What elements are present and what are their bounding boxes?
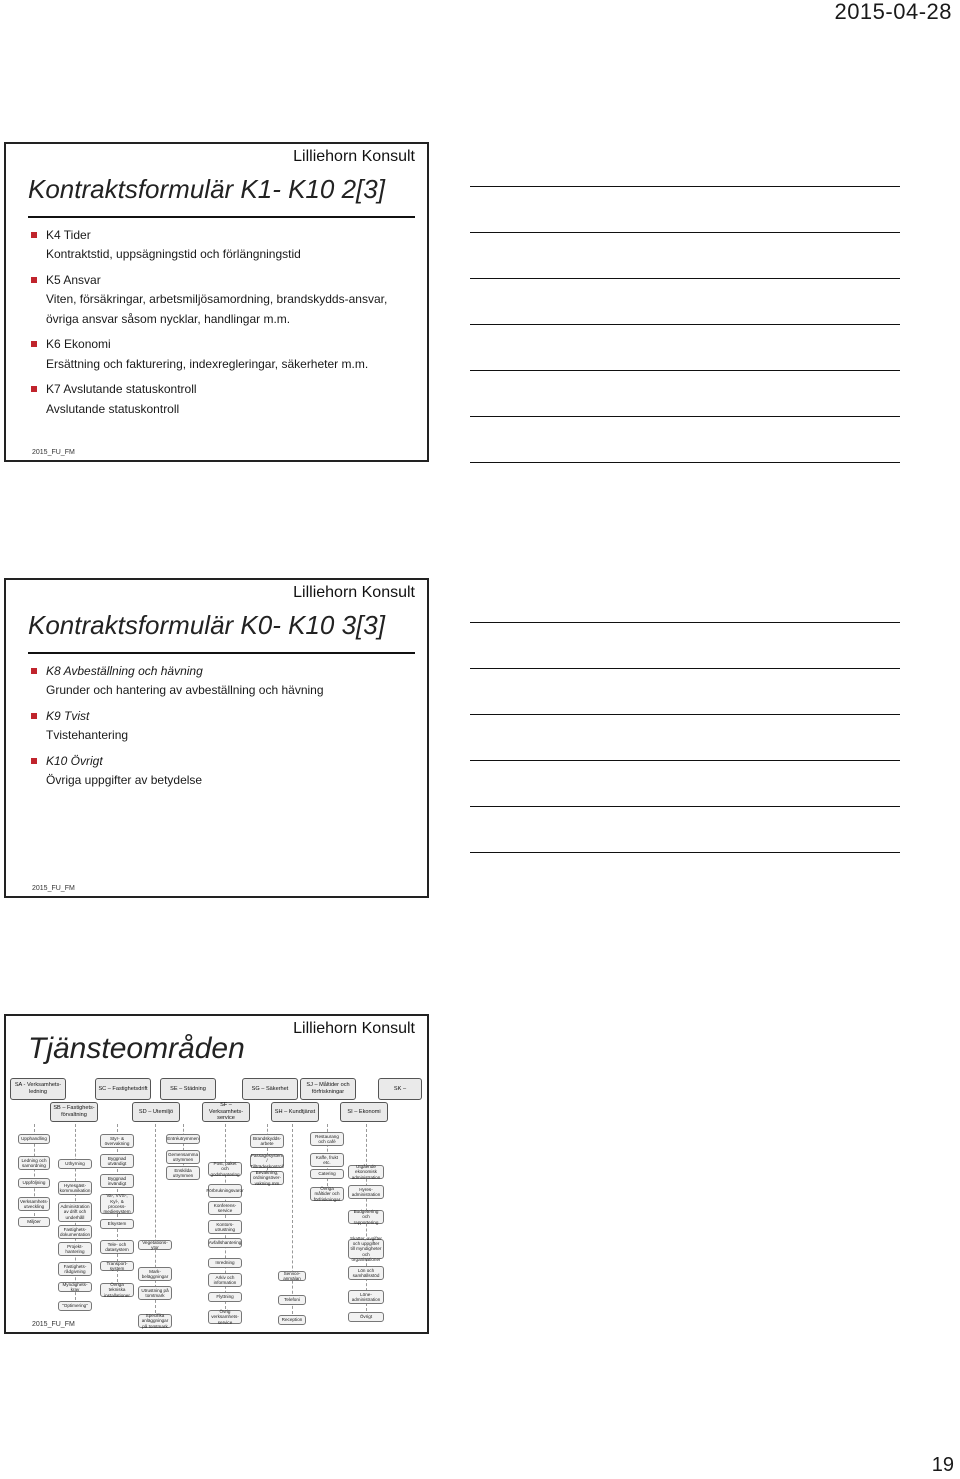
- service-subheader: SH – Kundtjänst: [271, 1102, 319, 1122]
- service-item: Fastighets-rådgivning: [58, 1262, 92, 1276]
- note-line: [470, 852, 900, 853]
- title-underline: [28, 652, 415, 654]
- service-subheader: SB – Fastighets-förvaltning: [50, 1102, 98, 1122]
- service-header: SG – Säkerhet: [242, 1078, 298, 1100]
- service-header: SC – Fastighetsdrift: [95, 1078, 151, 1100]
- slide-title: Tjänsteområden: [28, 1032, 245, 1065]
- service-item: Löne-administration: [348, 1290, 384, 1304]
- slide-brand: Lilliehorn Konsult: [293, 584, 415, 601]
- slide-title: Kontraktsformulär K1- K10 2[3]: [28, 174, 385, 204]
- service-subheader: SI – Ekonomi: [340, 1102, 388, 1122]
- service-item: Utrustning på tomtmark: [138, 1286, 172, 1300]
- slide-footer: 2015_FU_FM: [32, 885, 75, 892]
- slide-brand: Lilliehorn Konsult: [293, 148, 415, 165]
- service-header: SJ – Måltider och förfriskningar: [300, 1078, 356, 1100]
- service-item: Bevakning, ordningsöver-vakning mm: [250, 1171, 284, 1185]
- service-item: Avfallshantering: [208, 1238, 242, 1248]
- service-item: Myndighets-krav: [58, 1282, 92, 1292]
- service-item: Förbrukningsvaror: [208, 1184, 242, 1198]
- note-line: [470, 416, 900, 417]
- service-area-diagram: [6, 1016, 427, 1332]
- service-item: Gemensamma utrymmen: [167, 1151, 199, 1162]
- service-header: SE – Städning: [160, 1078, 216, 1100]
- service-item: Lön och samhällsstöd: [348, 1266, 384, 1280]
- bullet-list: [28, 226, 417, 425]
- service-item: Hyresgäst-kommunikation: [59, 1182, 91, 1193]
- service-item: Verksamhets-utveckling: [19, 1198, 49, 1209]
- service-item: Passagesystem / Tillträdeskontroll: [250, 1153, 284, 1169]
- slide-3: [4, 1014, 429, 1334]
- slide-footer: 2015_FU_FM: [32, 1321, 75, 1328]
- service-item: Arkiv och information: [208, 1273, 242, 1287]
- connector-line: [292, 1124, 293, 1319]
- service-item: Byggnad utvändigt: [100, 1154, 134, 1168]
- service-item: Ledning och samordning: [18, 1156, 50, 1170]
- service-item: Kontors-utrustning: [208, 1220, 242, 1234]
- page-number: 19: [931, 1454, 954, 1476]
- service-item: Enskilda utrymmen: [166, 1166, 200, 1180]
- note-line: [470, 278, 900, 279]
- service-item: Reception: [278, 1315, 306, 1325]
- bullet-item: K10 Övrigt Övriga uppgifter av betydelse: [28, 752, 417, 791]
- bullet-item: K8 Avbeställning och hävning Grunder och hantering av avbeställning och hävning: [28, 662, 417, 701]
- service-item: Entréutrymmen: [166, 1134, 200, 1144]
- service-item: Post, paket och godshantering: [208, 1162, 242, 1176]
- service-item: Kaffe, frukt etc.: [310, 1153, 344, 1167]
- service-item: Budgetering och rapportering: [348, 1210, 384, 1224]
- service-item: Administration av drift och underhåll: [58, 1202, 92, 1222]
- service-item: Styr- & övervakning: [100, 1134, 134, 1148]
- note-line: [470, 668, 900, 669]
- service-header: SK –: [378, 1078, 422, 1100]
- service-item: Inredning: [208, 1258, 242, 1268]
- service-item: Service-anmälan: [278, 1271, 306, 1281]
- service-item: Utgående ekonomisk administration: [348, 1165, 384, 1179]
- service-header: SA - Verksamhets-ledning: [10, 1078, 66, 1100]
- bullet-item: K6 Ekonomi Ersättning och fakturering, indexregleringar, säkerheter m.m.: [28, 335, 417, 374]
- service-item: Upphandling: [18, 1134, 50, 1144]
- service-item: Tele- och datasystem: [100, 1240, 134, 1254]
- service-item: Va-, VVS-, Kyl-, & process-mediesystem: [100, 1194, 134, 1214]
- note-line: [470, 806, 900, 807]
- note-line: [470, 324, 900, 325]
- header-date: 2015-04-28: [834, 0, 952, 24]
- service-item: Vegetations-ytor: [138, 1240, 172, 1250]
- service-item: Telefoni: [278, 1295, 306, 1305]
- slide-title: Kontraktsformulär K0- K10 3[3]: [28, 610, 385, 640]
- service-item: Hyres-administration: [348, 1185, 384, 1199]
- service-item: Övriga måltider och förfriskningar: [310, 1187, 344, 1201]
- service-item: "Optimering": [58, 1301, 92, 1311]
- service-item: Projekt-hantering: [58, 1242, 92, 1256]
- service-item: Transport-system: [100, 1261, 134, 1271]
- service-item: Catering: [310, 1169, 344, 1179]
- note-line: [470, 186, 900, 187]
- note-line: [470, 462, 900, 463]
- service-subheader: SD – Utemiljö: [132, 1102, 180, 1122]
- service-subheader: SF – Verksamhets-service: [202, 1102, 250, 1122]
- bullet-list: [28, 662, 417, 797]
- service-item: Övrigt: [348, 1312, 384, 1322]
- slide-2: [4, 578, 429, 898]
- service-item: Brandskydds-arbete: [250, 1134, 284, 1148]
- slide-footer: 2015_FU_FM: [32, 449, 75, 456]
- bullet-item: K4 Tider Kontraktstid, uppsägningstid och förlängningstid: [28, 226, 417, 265]
- service-item: Fastighets-dokumentation: [59, 1226, 91, 1237]
- bullet-item: K9 Tvist Tvistehantering: [28, 707, 417, 746]
- service-item: Miljöer: [18, 1217, 50, 1227]
- service-item: Övriga tekniska installationer: [100, 1283, 134, 1297]
- slide-1: [4, 142, 429, 462]
- service-item: Byggnad invändigt: [100, 1174, 134, 1188]
- service-item: Flyttning: [208, 1292, 242, 1302]
- note-line: [470, 714, 900, 715]
- service-item: Konferens-service: [208, 1201, 242, 1215]
- service-item: Elsystem: [100, 1219, 134, 1229]
- bullet-item: K5 Ansvar Viten, försäkringar, arbetsmiljösamordning, brandskydds-ansvar, övriga ansvar såsom nycklar, handlingar m.m.: [28, 271, 417, 329]
- service-item: Uthyrning: [58, 1159, 92, 1169]
- note-line: [470, 232, 900, 233]
- service-item: Skatter, avgifter och uppgifter till myndigheter och organisationer: [348, 1239, 384, 1259]
- service-item: Restaurang och café: [310, 1132, 344, 1146]
- service-item: Uppföljning: [18, 1178, 50, 1188]
- note-line: [470, 622, 900, 623]
- service-item: Specifika anläggningar på tomtmark: [138, 1314, 172, 1328]
- title-underline: [28, 216, 415, 218]
- note-line: [470, 370, 900, 371]
- service-item: Övrig verksamhets-service: [208, 1310, 242, 1324]
- slide-brand: Lilliehorn Konsult: [293, 1020, 415, 1037]
- service-item: Mark-beläggningar: [138, 1267, 172, 1281]
- note-line: [470, 760, 900, 761]
- bullet-item: K7 Avslutande statuskontroll Avslutande statuskontroll: [28, 380, 417, 419]
